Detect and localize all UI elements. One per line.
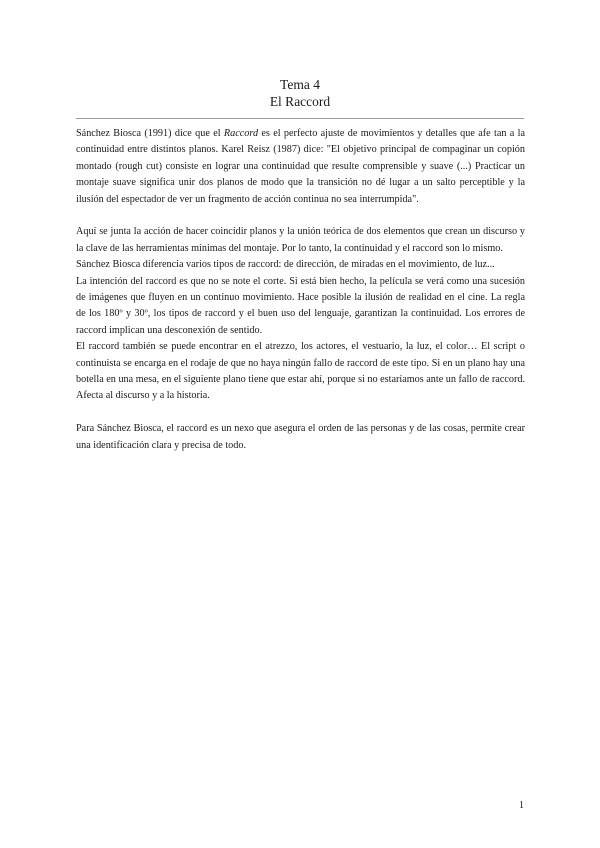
title-block bbox=[0, 76, 600, 110]
paragraph-5: El raccord también se puede encontrar en el atrezzo, los actores, el vestuario, la luz, el color… El script o continuista se encarga en el rodaje de que no haya ningún fallo de raccord de este tipo. Si en un plano hay una botella en una mesa, en el siguiente plano tiene que estar ahí, porque si no estaríamos ante un fallo de raccord. Afecta al discurso y a la historia. bbox=[76, 341, 525, 402]
page-title: El Raccord bbox=[269, 94, 331, 109]
page-number: 1 bbox=[519, 800, 524, 811]
paragraph-1-emphasis: Raccord bbox=[223, 128, 259, 139]
title-divider bbox=[76, 118, 524, 119]
paragraph-6: Para Sánchez Biosca, el raccord es un nexo que asegura el orden de las personas y de las cosas, permite crear una identificación clara y precisa de todo. bbox=[76, 423, 525, 451]
document-body bbox=[76, 126, 525, 454]
paragraph-1-text-b: es el perfecto ajuste de movimientos y detalles que afe tan a la continuidad entre distintos planos. Karel Reisz (1987) dice: "El objetivo principal de compaginar un copión montado (rough cut) consiste en lograr una continuidad que resulte comprensible y suave (...) Practicar un montaje suave significa unir dos planos de modo que la transición no dé lugar a un salto perceptible y la ilusión del espectador de ver un fragmento de acción continua no sea interrumpida". bbox=[76, 128, 525, 205]
paragraph-4: La intención del raccord es que no se note el corte. Si está bien hecho, la película se verá como una sucesión de imágenes que fluyen en un continuo movimiento. Hace posible la ilusión de realidad en el cine. La regla de los 180º y 30º, los tipos de raccord y el buen uso del lenguaje, garantizan la continuidad. Los errores de raccord implican una desconexión de sentido. bbox=[76, 275, 525, 336]
paragraph-1 bbox=[76, 126, 525, 208]
paragraph-1-text-a: Sánchez Biosca (1991) dice que el bbox=[76, 128, 224, 139]
topic-label: Tema 4 bbox=[280, 77, 320, 92]
paragraph-2: Aquí se junta la acción de hacer coincidir planos y la unión teórica de dos elementos que crean un discurso y la clave de las herramientas mínimas del montaje. Por lo tanto, la continuidad y el raccord son lo mismo. bbox=[76, 226, 525, 254]
paragraph-3: Sánchez Biosca diferencia varios tipos de raccord: de dirección, de miradas en el movimiento, de luz... bbox=[76, 259, 495, 271]
